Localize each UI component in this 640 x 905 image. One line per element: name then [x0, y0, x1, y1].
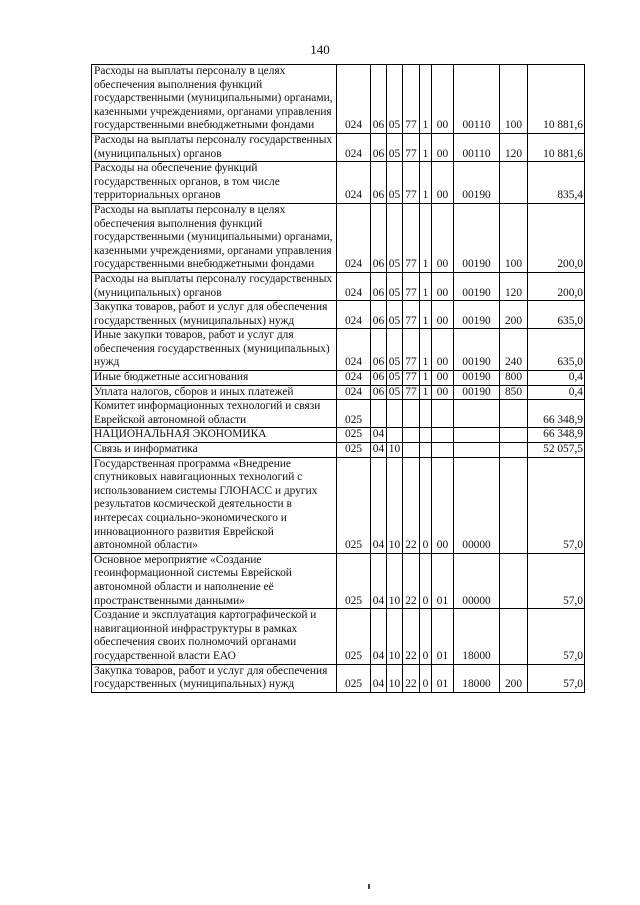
table-row: [92, 609, 585, 664]
target-article-program: 77: [403, 162, 420, 204]
table-row: [92, 371, 585, 386]
target-article-direction: [454, 400, 500, 428]
section-code: 04: [371, 609, 387, 664]
row-name: Расходы на выплаты персоналу государственных (муниципальных) органов: [92, 272, 337, 300]
amount: 635,0: [528, 301, 585, 329]
target-article-program: 22: [403, 457, 420, 553]
subsection-code: 05: [387, 272, 403, 300]
row-name: Расходы на обеспечение функций государственных органов, в том числе территориальных органов: [92, 162, 337, 204]
grbs-code: 025: [337, 443, 371, 458]
target-article-subprogram: 1: [420, 301, 432, 329]
grbs-code: 024: [337, 301, 371, 329]
amount: 57,0: [528, 609, 585, 664]
subsection-code: 10: [387, 443, 403, 458]
row-name: Уплата налогов, сборов и иных платежей: [92, 385, 337, 400]
target-article-direction: [454, 428, 500, 443]
expense-type-code: 120: [500, 133, 528, 161]
target-article-event: 00: [432, 385, 454, 400]
target-article-direction: 00000: [454, 457, 500, 553]
row-name: Связь и информатика: [92, 443, 337, 458]
row-name: НАЦИОНАЛЬНАЯ ЭКОНОМИКА: [92, 428, 337, 443]
section-code: 06: [371, 371, 387, 386]
expense-type-code: [500, 553, 528, 608]
target-article-program: 77: [403, 385, 420, 400]
amount: 66 348,9: [528, 428, 585, 443]
row-name: Расходы на выплаты персоналу в целях обеспечения выполнения функций государственными (муниципальными) органами, казенными учреждениями, органами управления государственными внебюджетными фондами: [92, 65, 337, 134]
target-article-event: 01: [432, 609, 454, 664]
amount: 10 881,6: [528, 65, 585, 134]
budget-table: [91, 64, 585, 693]
grbs-code: 024: [337, 371, 371, 386]
target-article-event: 00: [432, 457, 454, 553]
target-article-program: [403, 428, 420, 443]
target-article-subprogram: [420, 428, 432, 443]
grbs-code: 024: [337, 65, 371, 134]
target-article-program: 77: [403, 371, 420, 386]
grbs-code: 024: [337, 329, 371, 371]
subsection-code: [387, 400, 403, 428]
target-article-event: [432, 400, 454, 428]
section-code: 04: [371, 443, 387, 458]
row-name: Расходы на выплаты персоналу государственных (муниципальных) органов: [92, 133, 337, 161]
amount: 835,4: [528, 162, 585, 204]
expense-type-code: 240: [500, 329, 528, 371]
grbs-code: 025: [337, 457, 371, 553]
target-article-event: [432, 443, 454, 458]
grbs-code: 025: [337, 553, 371, 608]
section-code: 06: [371, 301, 387, 329]
target-article-program: 77: [403, 133, 420, 161]
target-article-direction: 00190: [454, 371, 500, 386]
target-article-program: [403, 400, 420, 428]
target-article-program: 22: [403, 553, 420, 608]
target-article-event: 00: [432, 329, 454, 371]
table-row: [92, 65, 585, 134]
amount: 200,0: [528, 203, 585, 272]
section-code: 06: [371, 162, 387, 204]
table-row: [92, 301, 585, 329]
table-row: [92, 329, 585, 371]
target-article-subprogram: 0: [420, 553, 432, 608]
target-article-direction: [454, 443, 500, 458]
target-article-direction: 00190: [454, 329, 500, 371]
subsection-code: 10: [387, 609, 403, 664]
expense-type-code: [500, 400, 528, 428]
subsection-code: 05: [387, 162, 403, 204]
expense-type-code: [500, 443, 528, 458]
amount: 57,0: [528, 664, 585, 692]
section-code: 06: [371, 329, 387, 371]
target-article-subprogram: [420, 400, 432, 428]
amount: 10 881,6: [528, 133, 585, 161]
expense-type-code: [500, 457, 528, 553]
target-article-direction: 00110: [454, 133, 500, 161]
target-article-subprogram: 1: [420, 65, 432, 134]
amount: 635,0: [528, 329, 585, 371]
table-row: [92, 385, 585, 400]
target-article-direction: 18000: [454, 609, 500, 664]
target-article-program: 77: [403, 301, 420, 329]
row-name: Основное мероприятие «Создание геоинформационной системы Еврейской автономной области и наполнение её пространственными данными»: [92, 553, 337, 608]
target-article-event: 00: [432, 133, 454, 161]
target-article-event: 00: [432, 203, 454, 272]
target-article-event: 00: [432, 272, 454, 300]
subsection-code: 10: [387, 664, 403, 692]
target-article-program: 22: [403, 609, 420, 664]
target-article-subprogram: 0: [420, 609, 432, 664]
target-article-program: 77: [403, 329, 420, 371]
amount: 57,0: [528, 553, 585, 608]
target-article-subprogram: 0: [420, 664, 432, 692]
subsection-code: 05: [387, 385, 403, 400]
page-number: 140: [310, 42, 330, 57]
row-name: Закупка товаров, работ и услуг для обеспечения государственных (муниципальных) нужд: [92, 664, 337, 692]
expense-type-code: 200: [500, 664, 528, 692]
target-article-event: 00: [432, 371, 454, 386]
amount: 57,0: [528, 457, 585, 553]
expense-type-code: [500, 609, 528, 664]
expense-type-code: 200: [500, 301, 528, 329]
section-code: 04: [371, 428, 387, 443]
section-code: [371, 400, 387, 428]
expense-type-code: 120: [500, 272, 528, 300]
table-row: [92, 664, 585, 692]
grbs-code: 024: [337, 272, 371, 300]
expense-type-code: 100: [500, 203, 528, 272]
target-article-direction: 00190: [454, 272, 500, 300]
table-row: [92, 400, 585, 428]
target-article-direction: 00190: [454, 162, 500, 204]
row-name: Расходы на выплаты персоналу в целях обеспечения выполнения функций государственными (муниципальными) органами, казенными учреждениями, органами управления государственными внебюджетными фондами: [92, 203, 337, 272]
grbs-code: 025: [337, 400, 371, 428]
target-article-event: 01: [432, 664, 454, 692]
amount: 0,4: [528, 371, 585, 386]
amount: 66 348,9: [528, 400, 585, 428]
target-article-subprogram: 1: [420, 272, 432, 300]
section-code: 06: [371, 133, 387, 161]
grbs-code: 025: [337, 609, 371, 664]
row-name: Закупка товаров, работ и услуг для обеспечения государственных (муниципальных) нужд: [92, 301, 337, 329]
target-article-event: 00: [432, 65, 454, 134]
table-row: [92, 553, 585, 608]
subsection-code: 05: [387, 371, 403, 386]
section-code: 06: [371, 272, 387, 300]
section-code: 06: [371, 203, 387, 272]
table-row: [92, 133, 585, 161]
target-article-direction: 00190: [454, 385, 500, 400]
target-article-program: [403, 443, 420, 458]
expense-type-code: 100: [500, 65, 528, 134]
amount: 0,4: [528, 385, 585, 400]
grbs-code: 024: [337, 385, 371, 400]
row-name: Иные закупки товаров, работ и услуг для обеспечения государственных (муниципальных) нужд: [92, 329, 337, 371]
section-code: 04: [371, 664, 387, 692]
target-article-event: 00: [432, 301, 454, 329]
target-article-subprogram: [420, 443, 432, 458]
target-article-subprogram: 1: [420, 133, 432, 161]
row-name: Государственная программа «Внедрение спутниковых навигационных технологий с использованием системы ГЛОНАСС и других результатов космической деятельности в интересах социально-экономического и инновационного развития Еврейской автономной области»: [92, 457, 337, 553]
target-article-program: 22: [403, 664, 420, 692]
amount: 200,0: [528, 272, 585, 300]
target-article-direction: 00110: [454, 65, 500, 134]
target-article-program: 77: [403, 203, 420, 272]
target-article-subprogram: 1: [420, 371, 432, 386]
section-code: 04: [371, 553, 387, 608]
expense-type-code: [500, 428, 528, 443]
grbs-code: 024: [337, 133, 371, 161]
subsection-code: 10: [387, 553, 403, 608]
grbs-code: 025: [337, 664, 371, 692]
row-name: Комитет информационных технологий и связи Еврейской автономной области: [92, 400, 337, 428]
page-mark: [368, 884, 370, 889]
expense-type-code: [500, 162, 528, 204]
target-article-program: 77: [403, 65, 420, 134]
target-article-event: 00: [432, 162, 454, 204]
target-article-subprogram: 1: [420, 162, 432, 204]
subsection-code: [387, 428, 403, 443]
target-article-subprogram: 1: [420, 385, 432, 400]
grbs-code: 024: [337, 203, 371, 272]
amount: 52 057,5: [528, 443, 585, 458]
subsection-code: 05: [387, 301, 403, 329]
row-name: Иные бюджетные ассигнования: [92, 371, 337, 386]
table-row: [92, 272, 585, 300]
expense-type-code: 800: [500, 371, 528, 386]
grbs-code: 024: [337, 162, 371, 204]
target-article-program: 77: [403, 272, 420, 300]
section-code: 06: [371, 385, 387, 400]
subsection-code: 10: [387, 457, 403, 553]
table-row: [92, 428, 585, 443]
grbs-code: 025: [337, 428, 371, 443]
section-code: 06: [371, 65, 387, 134]
target-article-event: 01: [432, 553, 454, 608]
subsection-code: 05: [387, 329, 403, 371]
target-article-event: [432, 428, 454, 443]
subsection-code: 05: [387, 203, 403, 272]
target-article-subprogram: 1: [420, 203, 432, 272]
target-article-direction: 18000: [454, 664, 500, 692]
table-row: [92, 162, 585, 204]
target-article-subprogram: 1: [420, 329, 432, 371]
subsection-code: 05: [387, 133, 403, 161]
table-row: [92, 203, 585, 272]
target-article-subprogram: 0: [420, 457, 432, 553]
table-body: [92, 65, 585, 693]
table-row: [92, 457, 585, 553]
section-code: 04: [371, 457, 387, 553]
expense-type-code: 850: [500, 385, 528, 400]
target-article-direction: 00000: [454, 553, 500, 608]
table-row: [92, 443, 585, 458]
row-name: Создание и эксплуатация картографической и навигационной инфраструктуры в рамках обеспечения своих полномочий органами государственной власти ЕАО: [92, 609, 337, 664]
target-article-direction: 00190: [454, 301, 500, 329]
target-article-direction: 00190: [454, 203, 500, 272]
subsection-code: 05: [387, 65, 403, 134]
